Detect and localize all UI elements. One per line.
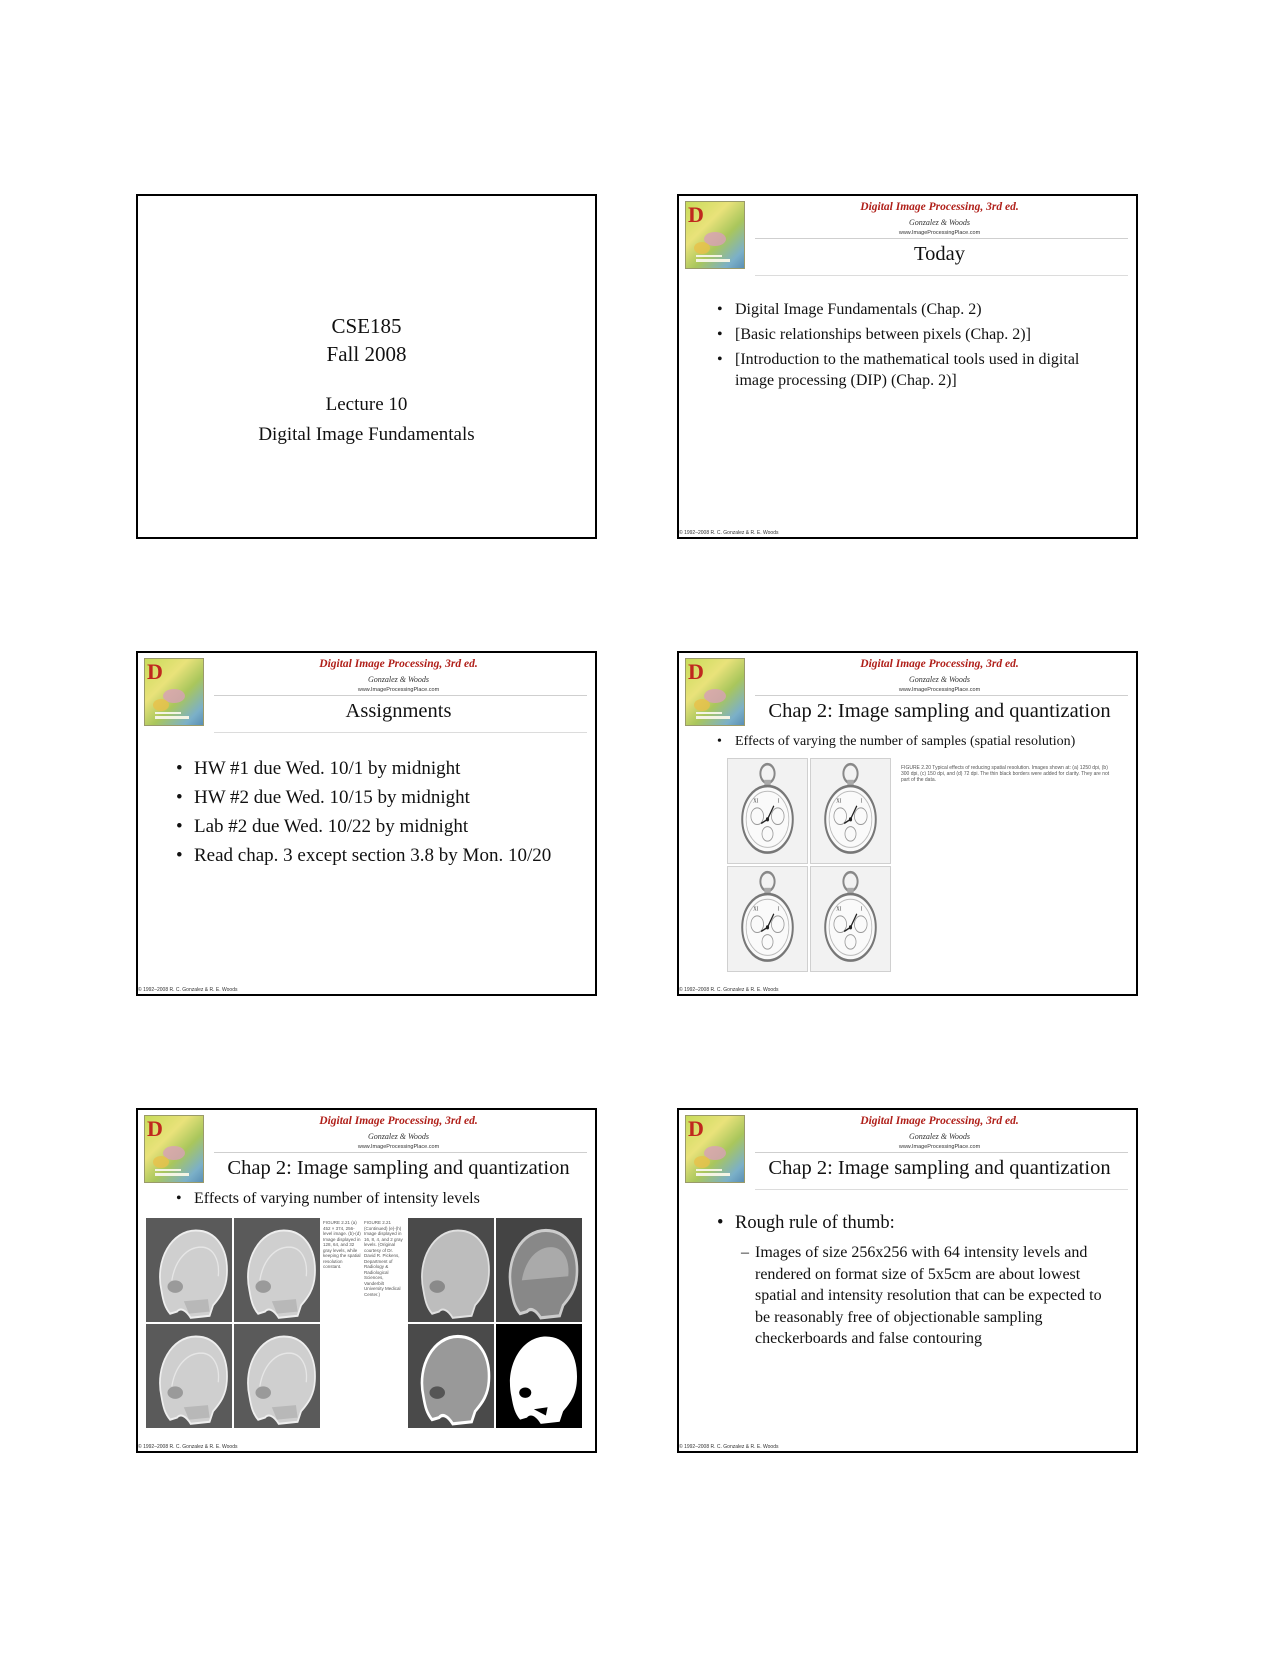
figure-caption: FIGURE 2.20 Typical effects of reducing spatial resolution. Images shown at: (a) 1250 dpi, (b) 300 dpi, (c) 150 dpi, and (d) 72 dpi. The thin black borders were added for clarity. They are not part of the data.: [901, 765, 1110, 783]
copyright: © 1992–2008 R. C. Gonzalez & R. E. Woods: [679, 987, 779, 993]
watch-image-d: [810, 866, 891, 972]
bullet-text: Effects of varying the number of samples (spatial resolution): [735, 734, 1076, 749]
skull-image-f: [496, 1218, 582, 1322]
title-divider: [755, 1189, 1128, 1190]
lecture-number: Lecture 10: [325, 394, 408, 415]
header-divider: [755, 1152, 1128, 1153]
list-item: • Read chap. 3 except section 3.8 by Mon. 10/20: [176, 843, 576, 868]
skull-xray-icon: [408, 1218, 494, 1322]
copyright: © 1992–2008 R. C. Gonzalez & R. E. Woods: [138, 987, 238, 993]
header-divider: [214, 695, 587, 696]
slide-title: [136, 194, 597, 539]
header-divider: [755, 238, 1128, 239]
skull-image-c: [146, 1324, 232, 1428]
book-url: www.ImageProcessingPlace.com: [898, 687, 981, 693]
pocket-watch-icon: [728, 759, 807, 863]
book-title: Digital Image Processing, 3rd ed.: [319, 658, 478, 670]
course-code: CSE185: [331, 314, 402, 338]
slide-rule-of-thumb: [677, 1108, 1138, 1453]
list-item: • Lab #2 due Wed. 10/22 by midnight: [176, 814, 576, 839]
book-cover-icon: D: [685, 658, 745, 726]
list-item: • HW #1 due Wed. 10/1 by midnight: [176, 756, 576, 781]
bullet: • Rough rule of thumb:: [717, 1213, 895, 1233]
book-url: www.ImageProcessingPlace.com: [357, 1144, 440, 1150]
sub-bullet: – Images of size 256x256 with 64 intensity levels and rendered on format size of 5x5cm are about lowest spatial and intensity resolution that can be expected to be reasonably free of objectionable sampling checkerboards and false contouring: [741, 1242, 1119, 1350]
bullet-list: [717, 299, 1117, 395]
lecture-topic: Digital Image Fundamentals: [258, 424, 475, 445]
header-divider: [755, 695, 1128, 696]
book-title: Digital Image Processing, 3rd ed.: [319, 1115, 478, 1127]
figure-caption-right: FIGURE 2.21 (Continued) (e)-(h) Image displayed in 16, 8, 4, and 2 gray levels. (Original courtesy of Dr. David R. Pickens, Department of Radiology & Radiological Sciences, Vanderbilt University Medical Center.): [364, 1220, 403, 1297]
skull-image-d: [234, 1324, 320, 1428]
bullet: • Effects of varying number of intensity levels: [176, 1190, 480, 1207]
slide-heading: Assignments: [345, 700, 452, 722]
watch-image-b: [810, 758, 891, 864]
copyright: © 1992–2008 R. C. Gonzalez & R. E. Woods: [679, 1444, 779, 1450]
book-url: www.ImageProcessingPlace.com: [898, 230, 981, 236]
list-item: • [Basic relationships between pixels (Chap. 2)]: [717, 324, 1117, 345]
book-authors: Gonzalez & Woods: [367, 675, 430, 684]
book-cover-icon: D: [685, 1115, 745, 1183]
slide-assignments: [136, 651, 597, 996]
header-divider: [214, 1152, 587, 1153]
book-cover-icon: D: [685, 201, 745, 269]
skull-image-e: [408, 1218, 494, 1322]
pocket-watch-icon: [728, 867, 807, 971]
pocket-watch-icon: [811, 867, 890, 971]
skull-image-a: [146, 1218, 232, 1322]
skull-xray-icon: [146, 1324, 232, 1428]
slide-spatial-resolution: [677, 651, 1138, 996]
bullet: • Effects of varying the number of samples (spatial resolution): [717, 734, 1076, 749]
list-item: • Digital Image Fundamentals (Chap. 2): [717, 299, 1117, 320]
slide-heading: Today: [914, 243, 965, 265]
pocket-watch-icon: [811, 759, 890, 863]
book-cover-icon: D: [144, 658, 204, 726]
watch-image-c: [727, 866, 808, 972]
title-divider: [755, 275, 1128, 276]
book-authors: Gonzalez & Woods: [908, 218, 971, 227]
figure-caption-left: FIGURE 2.21 (a) 452 × 374, 256-level image. (b)-(d) Image displayed in 128, 64, and 32 gray levels, while keeping the spatial resolution constant.: [323, 1220, 361, 1269]
title-divider: [214, 732, 587, 733]
skull-xray-icon: [146, 1218, 232, 1322]
skull-xray-icon: [496, 1218, 582, 1322]
skull-image-g: [408, 1324, 494, 1428]
skull-xray-icon: [234, 1218, 320, 1322]
book-authors: Gonzalez & Woods: [367, 1132, 430, 1141]
book-url: www.ImageProcessingPlace.com: [898, 1144, 981, 1150]
copyright: © 1992–2008 R. C. Gonzalez & R. E. Woods: [679, 530, 779, 536]
slide-heading: Chap 2: Image sampling and quantization: [227, 1157, 570, 1179]
watch-image-a: [727, 758, 808, 864]
copyright: © 1992–2008 R. C. Gonzalez & R. E. Woods: [138, 1444, 238, 1450]
slide-today: [677, 194, 1138, 539]
skull-xray-icon: [496, 1324, 582, 1428]
skull-image-b: [234, 1218, 320, 1322]
book-authors: Gonzalez & Woods: [908, 1132, 971, 1141]
book-title: Digital Image Processing, 3rd ed.: [860, 658, 1019, 670]
skull-xray-icon: [408, 1324, 494, 1428]
book-cover-icon: D: [144, 1115, 204, 1183]
list-item: • HW #2 due Wed. 10/15 by midnight: [176, 785, 576, 810]
bullet-text: Rough rule of thumb:: [735, 1213, 895, 1233]
bullet-list: [176, 756, 576, 872]
slide-intensity-levels: [136, 1108, 597, 1453]
book-authors: Gonzalez & Woods: [908, 675, 971, 684]
slide-heading: Chap 2: Image sampling and quantization: [768, 700, 1111, 722]
bullet-text: Effects of varying number of intensity levels: [194, 1190, 480, 1207]
skull-image-h: [496, 1324, 582, 1428]
slide-heading: Chap 2: Image sampling and quantization: [768, 1157, 1111, 1179]
book-title: Digital Image Processing, 3rd ed.: [860, 201, 1019, 213]
skull-xray-icon: [234, 1324, 320, 1428]
sub-bullet-text: Images of size 256x256 with 64 intensity levels and rendered on format size of 5x5cm are about lowest spatial and intensity resolution that can be expected to be reasonably free of objectionable sampling checkerboards and false contouring: [755, 1244, 1102, 1347]
list-item: • [Introduction to the mathematical tools used in digital image processing (DIP) (Chap. 2)]: [717, 349, 1117, 391]
term: Fall 2008: [326, 342, 407, 366]
book-url: www.ImageProcessingPlace.com: [357, 687, 440, 693]
book-title: Digital Image Processing, 3rd ed.: [860, 1115, 1019, 1127]
